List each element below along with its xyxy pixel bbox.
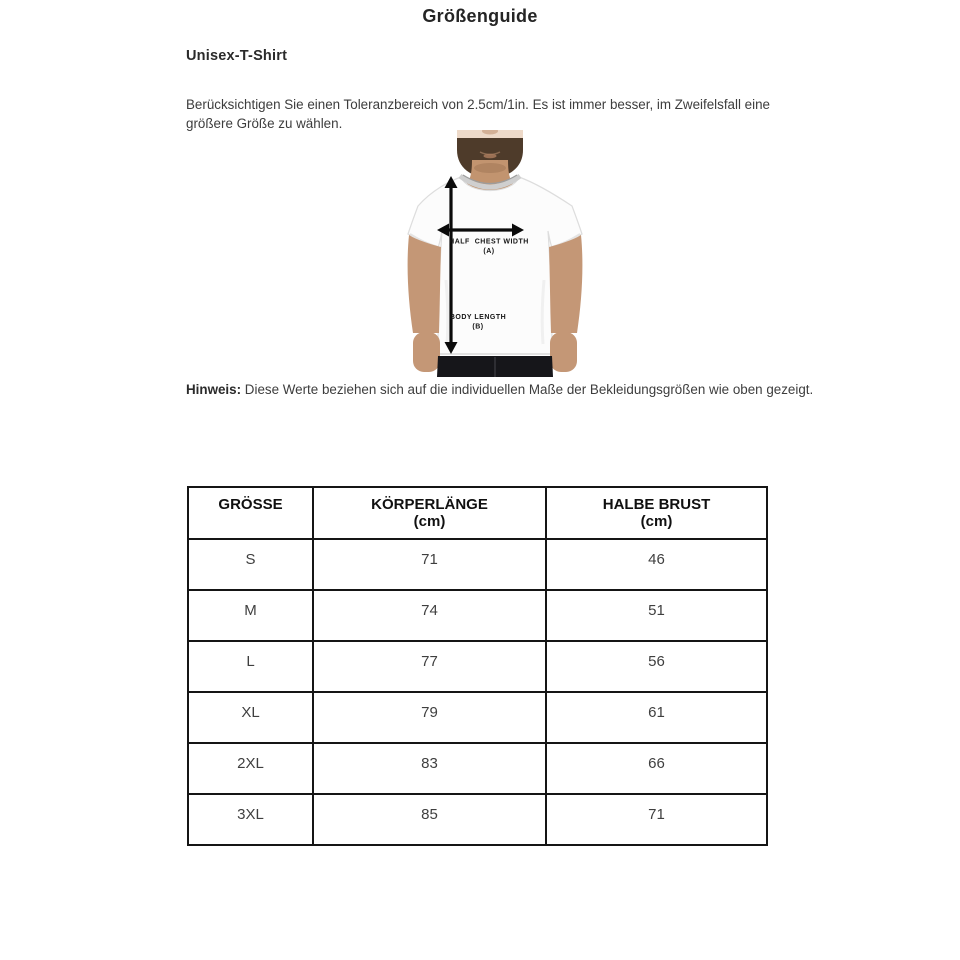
- table-row: [188, 794, 767, 845]
- column-header-groesse: GRÖSSE: [188, 487, 313, 539]
- size-cell: M: [188, 590, 313, 641]
- size-cell: S: [188, 539, 313, 590]
- hand-right: [550, 332, 577, 372]
- product-name: Unisex-T-Shirt: [186, 48, 288, 64]
- table-row: [188, 641, 767, 692]
- wrinkle-left: [446, 280, 448, 344]
- size-cell: L: [188, 641, 313, 692]
- wrinkle-right: [542, 280, 544, 344]
- table-row: [188, 590, 767, 641]
- table-row: [188, 692, 767, 743]
- halbe-brust-cell: 66: [546, 743, 767, 794]
- size-table: [187, 486, 768, 846]
- table-row: [188, 539, 767, 590]
- koerperlaenge-cell: 85: [313, 794, 546, 845]
- lower-lip: [484, 154, 497, 159]
- table-row: [188, 743, 767, 794]
- tshirt-measurement-illustration: [400, 130, 590, 377]
- hint-text: Diese Werte beziehen sich auf die individuellen Maße der Bekleidungsgrößen wie oben gezeigt.: [244, 382, 814, 397]
- hint-label: Hinweis:: [186, 382, 242, 397]
- koerperlaenge-cell: 74: [313, 590, 546, 641]
- halbe-brust-cell: 71: [546, 794, 767, 845]
- body-length-code: (B): [472, 323, 484, 331]
- hand-left: [413, 332, 440, 372]
- body-length-label: BODY LENGTH: [449, 314, 507, 321]
- half-chest-code: (A): [483, 248, 495, 255]
- halbe-brust-cell: 46: [546, 539, 767, 590]
- arm-left: [408, 235, 441, 333]
- halbe-brust-cell: 51: [546, 590, 767, 641]
- koerperlaenge-cell: 83: [313, 743, 546, 794]
- half-chest-label: HALF CHEST WIDTH: [449, 238, 529, 246]
- koerperlaenge-cell: 79: [313, 692, 546, 743]
- measurement-figure-image: [400, 130, 590, 377]
- size-cell: XL: [188, 692, 313, 743]
- table-header-row: [188, 487, 767, 539]
- koerperlaenge-cell: 77: [313, 641, 546, 692]
- koerperlaenge-cell: 71: [313, 539, 546, 590]
- arm-right: [549, 235, 582, 333]
- hint-note: [186, 382, 826, 397]
- column-header-koerperlaenge: KÖRPERLÄNGE (cm): [313, 487, 546, 539]
- column-header-halbe-brust: HALBE BRUST (cm): [546, 487, 767, 539]
- chin-shadow: [474, 163, 506, 173]
- halbe-brust-cell: 61: [546, 692, 767, 743]
- page-title: Größenguide: [422, 6, 538, 26]
- size-cell: 3XL: [188, 794, 313, 845]
- halbe-brust-cell: 56: [546, 641, 767, 692]
- tolerance-note: Berücksichtigen Sie einen Toleranzbereich von 2.5cm/1in. Es ist immer besser, im Zweifelsfall eine größere Größe zu wählen.: [186, 97, 770, 131]
- size-cell: 2XL: [188, 743, 313, 794]
